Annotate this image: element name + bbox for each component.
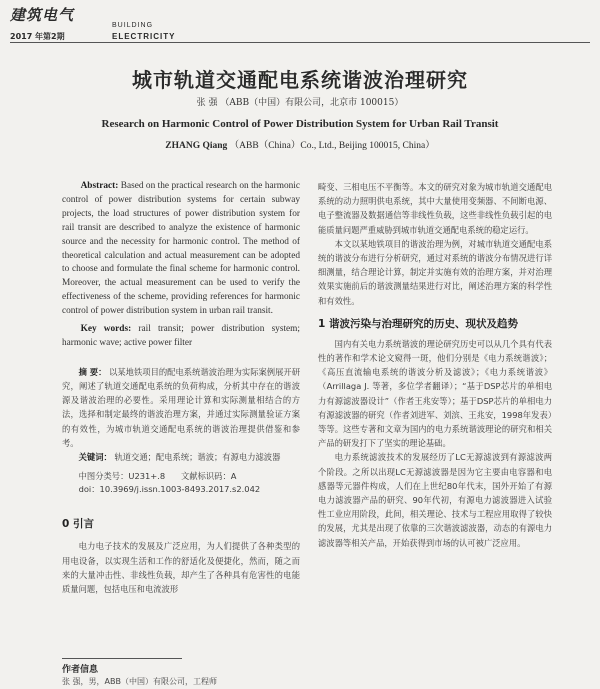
abstract-cn <box>62 365 300 450</box>
right-para-4: 电力系统滤波技术的发展经历了LC无源滤波到有源滤波两个阶段。之所以出现LC无源滤波器是因为它主要由电容器和电感器等元器件构成，人们在上世纪80年代末，国外开始了有源电力滤波器产品的研究、90年代初，有源电力滤波器进入试验性工业应用阶段，此间，相关理论、技术与工程应用取得了较快的发展，尤其是出现了依靠的三次谐波滤波器，动态的有源电力滤波器等相关产品，开始获得到市场的认可被广泛应用。 <box>318 452 552 548</box>
footnote-rule <box>62 658 182 659</box>
left-column <box>62 180 300 596</box>
abstract-cn-text: 以某地铁项目的配电系统谐波治理为实际案例展开研究，阐述了轨道交通配电系统的负荷构成，分析其中存在的谐波源及谐波治理的必要性。采用理论计算和实际测量相结合的方法，选择和制定最终的谐波治理方案，并通过实际测量验证方案的有效性，为城市轨道交通配电系统的谐波治理提供借鉴和参考。 <box>62 366 301 448</box>
journal-logo: 建筑电气 <box>10 6 75 24</box>
paper-title-cn: 城市轨道交通配电系统谐波治理研究 <box>132 68 468 92</box>
section-0-text: 电力电子技术的发展及广泛应用，为人们提供了各种类型的用电设备，以实现生活和工作的舒适化及便捷化，然而，随之而来的大量冲击性、非线性负载，却产生了各种具有危害性的电能质量问题，包括电压和电流波形 <box>62 541 300 594</box>
keywords-en-text: rail transit; power distribution system; harmonic wave; active power filter <box>62 324 300 348</box>
author-en <box>0 137 600 151</box>
doi: doi：10.3969/j.issn.1003-8493.2017.s2.042 <box>78 484 261 495</box>
document-code: 文献标识码：A <box>180 471 237 482</box>
classification-line <box>62 470 300 483</box>
author-info-text: 张 强，男，ABB（中国）有限公司，工程师 <box>62 677 217 686</box>
author-en-affiliation: （ABB（China）Co., Ltd., Beijing 100015, China） <box>229 141 435 151</box>
clc-number: 中图分类号：U231+.8 <box>78 471 166 482</box>
keywords-en <box>62 323 300 351</box>
right-column <box>318 180 552 550</box>
header-rule <box>10 42 590 43</box>
paper-title-en: Research on Harmonic Control of Power Distribution System for Urban Rail Transit <box>101 118 499 130</box>
author-info-label: 作者信息 <box>62 665 99 675</box>
journal-name-en-bottom: ELECTRICITY <box>112 32 176 41</box>
right-para-1: 畸变、三相电压不平衡等。本文的研究对象为城市轨道交通配电系统的动力照明供电系统，其中大量使用变频器、不间断电源、电子整流器及数据通信等非线性负载，这些非线性负载引起的电能质量问题严重威胁到城市轨道交通配电系统的稳定运行。 <box>318 182 552 235</box>
keywords-cn-text: 轨道交通；配电系统；谐波；有源电力滤波器 <box>114 452 281 463</box>
keywords-cn-label: 关键词： <box>78 452 112 463</box>
right-para-2: 本文以某地铁项目的谐波治理为例，对城市轨道交通配电系统的谐波分布进行分析研究，通过对系统的谐波分布情况进行详细测量，结合理论计算，制定并实施有效的治理方案，并对治理效果实施前后的谐波测量结果进行对比，阐述治理方案的科学性和有效性。 <box>318 238 552 306</box>
journal-name-en-top: BUILDING <box>112 22 154 29</box>
section-1-heading: 1 谐波污染与治理研究的历史、现状及趋势 <box>318 317 518 330</box>
abstract-cn-label: 摘 要： <box>78 366 107 377</box>
keywords-en-label: Key words: <box>80 324 132 335</box>
section-0-heading: 0 引言 <box>62 518 94 531</box>
author-en-name: ZHANG Qiang <box>165 141 228 151</box>
abstract-en <box>62 180 300 319</box>
abstract-en-text: Based on the practical research on the harmonic control of power distribution systems for certain subway projects, the load structures of power distribution system for rail transit are described to analyze the existence of harmonic source and the necessity for harmonic control. The method of theoretical calculation and actual measurement can be adopted to choose and formulate the final scheme for harmonic control. Moreover, the actual measurement can be used to verify the effectiveness of the scheme, providing references for harmonic control of power distribution system in urban rail transit. <box>62 181 300 317</box>
author-cn: 张 强 （ABB（中国）有限公司，北京市 100015） <box>196 98 404 108</box>
right-para-3: 国内有关电力系统谐波的理论研究历史可以从几个具有代表性的著作和学术论文窥得一斑，他们分别是《电力系统谐波》；《高压直流输电系统的谐波分析及滤波》；《电力系统谐波》（Arrillaga J. 等著，多位学者翻译）；“基于DSP芯片的单相电力有源滤波器设计”（作者王兆安等）；基于DSP芯片的单相电力有源滤波器的研究（作者刘进军、刘滨、王兆安，1998年发表）等等。这些专著和文章为国内的电力系统谐波理论的研究和相关产品的研发打下了坚实的理论基础。 <box>318 338 552 449</box>
abstract-en-label: Abstract: <box>80 181 119 191</box>
keywords-cn <box>62 450 300 464</box>
year-issue: 2017 年第2期 <box>10 32 65 41</box>
